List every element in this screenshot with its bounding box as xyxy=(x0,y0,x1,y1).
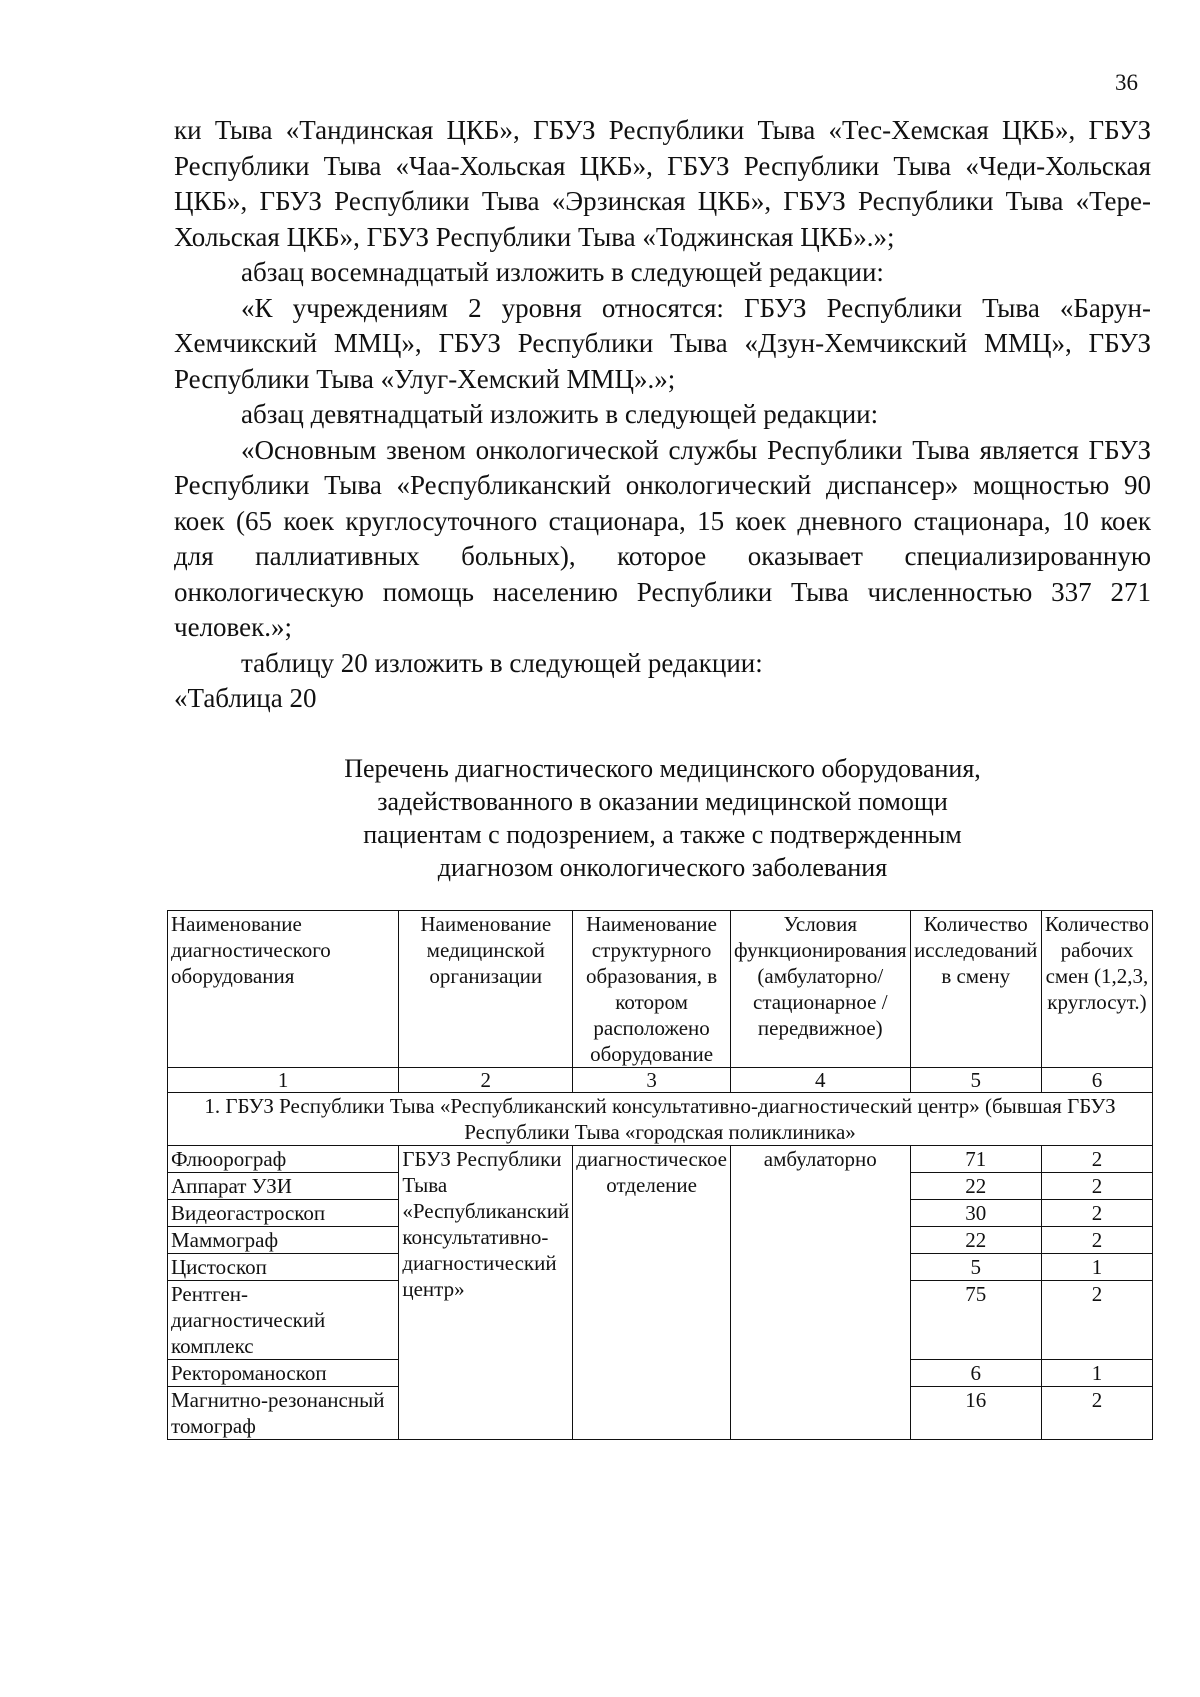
shifts-cell: 2 xyxy=(1041,1173,1152,1200)
column-number: 5 xyxy=(910,1068,1041,1093)
page-number: 36 xyxy=(1115,70,1138,95)
equipment-cell: Флюорограф xyxy=(168,1146,399,1173)
column-number: 2 xyxy=(399,1068,573,1093)
equipment-cell: Ректороманоскоп xyxy=(168,1360,399,1387)
shifts-cell: 2 xyxy=(1041,1387,1152,1440)
column-header: Количество исследований в смену xyxy=(910,911,1041,1068)
shifts-cell: 2 xyxy=(1041,1227,1152,1254)
column-header: Наименование медицинской организации xyxy=(399,911,573,1068)
equipment-cell: Цистоскоп xyxy=(168,1254,399,1281)
paragraph: таблицу 20 изложить в следующей редакции: xyxy=(241,647,763,678)
column-number: 4 xyxy=(730,1068,910,1093)
equipment-table xyxy=(167,910,1153,1440)
table-title-line: задействованного в оказании медицинской помощи xyxy=(377,787,948,816)
department-cell: диагностическое отделение xyxy=(573,1146,731,1440)
shifts-cell: 2 xyxy=(1041,1146,1152,1173)
studies-cell: 71 xyxy=(910,1146,1041,1173)
table-title-line: диагнозом онкологического заболевания xyxy=(437,853,888,882)
column-number: 6 xyxy=(1041,1068,1152,1093)
studies-cell: 16 xyxy=(910,1387,1041,1440)
body-text xyxy=(174,113,1151,717)
shifts-cell: 1 xyxy=(1041,1360,1152,1387)
shifts-cell: 2 xyxy=(1041,1281,1152,1360)
column-header: Наименование диагностического оборудования xyxy=(168,911,399,1068)
equipment-cell: Маммограф xyxy=(168,1227,399,1254)
paragraph: абзац девятнадцатый изложить в следующей редакции: xyxy=(241,399,879,429)
studies-cell: 5 xyxy=(910,1254,1041,1281)
shifts-cell: 1 xyxy=(1041,1254,1152,1281)
shifts-cell: 2 xyxy=(1041,1200,1152,1227)
table-row xyxy=(168,1146,1153,1173)
equipment-cell: Видеогастроскоп xyxy=(168,1200,399,1227)
paragraph: ки Тыва «Тандинская ЦКБ», ГБУЗ Республики Тыва «Тес-Хемская ЦКБ», ГБУЗ Республики Тыва «Чаа-Хольская ЦКБ», ГБУЗ Республики Тыва «Чеди-Хольская ЦКБ», ГБУЗ Республики Тыва «Эрзинская ЦКБ», ГБУЗ Республики Тыва «Тере-Хольская ЦКБ», ГБУЗ Республики Тыва «Тоджинская ЦКБ».»; xyxy=(174,115,1151,252)
equipment-cell: Аппарат УЗИ xyxy=(168,1173,399,1200)
organization-cell: ГБУЗ Республики Тыва «Республиканский консультативно-диагностический центр» xyxy=(399,1146,573,1440)
table-header-row xyxy=(168,911,1153,1068)
equipment-cell: Магнитно-резонансный томограф xyxy=(168,1387,399,1440)
column-header: Количество рабочих смен (1,2,3, круглосут.) xyxy=(1041,911,1152,1068)
paragraph: абзац восемнадцатый изложить в следующей редакции: xyxy=(241,257,884,287)
column-number: 3 xyxy=(573,1068,731,1093)
table-title-line: Перечень диагностического медицинского оборудования, xyxy=(344,754,981,783)
column-number-row xyxy=(168,1068,1153,1093)
column-header: Наименование структурного образования, в котором расположено оборудование xyxy=(573,911,731,1068)
paragraph: «К учреждениям 2 уровня относятся: ГБУЗ Республики Тыва «Барун-Хемчикский ММЦ», ГБУЗ Республики Тыва «Дзун-Хемчикский ММЦ», ГБУЗ Республики Тыва «Улуг-Хемский ММЦ».»; xyxy=(174,292,1151,394)
column-number: 1 xyxy=(168,1068,399,1093)
table-title xyxy=(174,752,1151,884)
studies-cell: 22 xyxy=(910,1173,1041,1200)
table-label: «Таблица 20 xyxy=(174,683,317,713)
section-title: 1. ГБУЗ Республики Тыва «Республиканский консультативно-диагностический центр» (бывшая ГБУЗ Республики Тыва «городская поликлиника» xyxy=(168,1093,1153,1146)
table-title-line: пациентам с подозрением, а также с подтвержденным xyxy=(363,820,962,849)
column-header: Условия функционирования (амбулаторно/ стационарное /передвижное) xyxy=(730,911,910,1068)
studies-cell: 22 xyxy=(910,1227,1041,1254)
conditions-cell: амбулаторно xyxy=(730,1146,910,1440)
paragraph: «Основным звеном онкологической службы Республики Тыва является ГБУЗ Республики Тыва «Республиканский онкологический диспансер» мощностью 90 коек (65 коек круглосуточного стационара, 15 коек дневного стационара, 10 коек для паллиативных больных), которое оказывает специализированную онкологическую помощь населению Республики Тыва численностью 337 271 человек.»; xyxy=(174,434,1151,642)
equipment-cell: Рентген-диагностический комплекс xyxy=(168,1281,399,1360)
section-row xyxy=(168,1093,1153,1146)
studies-cell: 6 xyxy=(910,1360,1041,1387)
studies-cell: 30 xyxy=(910,1200,1041,1227)
studies-cell: 75 xyxy=(910,1281,1041,1360)
